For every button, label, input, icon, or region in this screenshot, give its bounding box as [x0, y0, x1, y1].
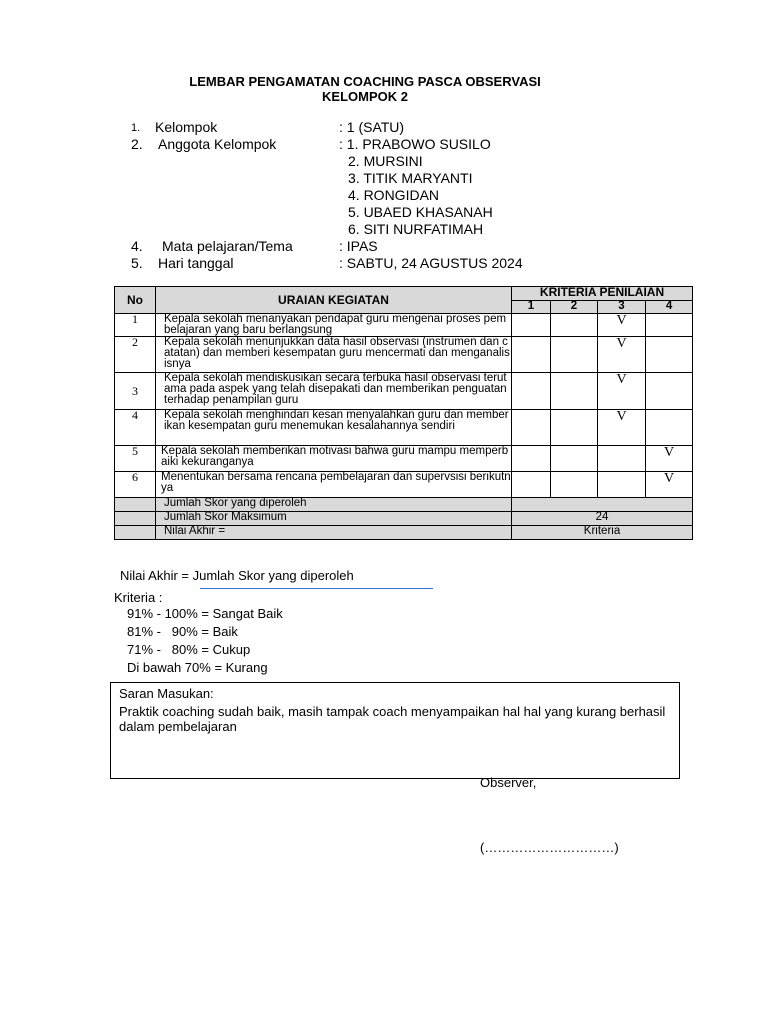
score-cell — [551, 472, 598, 498]
score-cell — [646, 337, 693, 373]
table-row — [115, 337, 693, 373]
anggota-label: Anggota Kelompok — [158, 136, 277, 152]
jumlah-diperoleh-value — [512, 498, 693, 512]
score-cell — [512, 410, 551, 446]
row-number: 1 — [115, 314, 156, 337]
score-cell — [512, 472, 551, 498]
document-subtitle: KELOMPOK 2 — [322, 89, 408, 104]
hari-value: : SABTU, 24 AGUSTUS 2024 — [339, 255, 523, 271]
saran-box — [110, 682, 680, 779]
score-cell: V — [646, 472, 693, 498]
anggota-item: 6. SITI NURFATIMAH — [348, 221, 484, 237]
table-row — [115, 314, 693, 337]
document-title: LEMBAR PENGAMATAN COACHING PASCA OBSERVASI — [189, 74, 541, 89]
summary-row — [115, 512, 693, 526]
row-description: Menentukan bersama rencana pembelajaran dan supervsisi berikutnya — [156, 472, 512, 498]
table-row — [115, 446, 693, 472]
row-description: Kepala sekolah menghindari kesan menyalahkan guru dan memberikan kesempatan guru menemukan kesalahannya sendiri — [156, 410, 512, 446]
table-row — [115, 472, 693, 498]
score-cell: V — [598, 410, 646, 446]
jumlah-maks-value: 24 — [512, 512, 693, 526]
anggota-item: 5. UBAED KHASANAH — [348, 204, 493, 220]
info-number: 5. — [131, 255, 143, 271]
score-cell — [598, 446, 646, 472]
observer-signature: (…………………………) — [480, 840, 619, 855]
saran-label: Saran Masukan: — [119, 686, 214, 701]
info-number: 4. — [131, 238, 143, 254]
score-cell — [512, 446, 551, 472]
score-header: 1 — [512, 301, 551, 314]
score-cell: V — [598, 373, 646, 410]
formula-text: Nilai Akhir = Jumlah Skor yang diperoleh — [120, 568, 354, 583]
score-cell — [646, 314, 693, 337]
score-cell — [598, 472, 646, 498]
score-cell — [551, 410, 598, 446]
evaluation-table — [114, 286, 693, 540]
hari-label: Hari tanggal — [158, 255, 234, 271]
score-cell — [512, 337, 551, 373]
info-number: 1. — [131, 122, 141, 134]
score-cell — [551, 314, 598, 337]
score-cell: V — [598, 337, 646, 373]
jumlah-maks-label: Jumlah Skor Maksimum — [156, 512, 512, 526]
score-header: 3 — [598, 301, 646, 314]
criteria-item: 81% - 90% = Baik — [127, 624, 238, 639]
summary-blank — [115, 512, 156, 526]
column-header-kriteria: KRITERIA PENILAIAN — [512, 287, 693, 301]
anggota-item: 2. MURSINI — [348, 153, 423, 169]
mapel-value: : IPAS — [339, 238, 378, 254]
criteria-label: Kriteria : — [114, 590, 163, 605]
column-header-no: No — [115, 287, 156, 314]
row-number: 4 — [115, 410, 156, 446]
score-cell — [551, 446, 598, 472]
score-cell — [551, 337, 598, 373]
row-description: Kepala sekolah menanyakan pendapat guru mengenai proses pembelajaran yang baru berlangsung — [156, 314, 512, 337]
nilai-akhir-value: Kriteria — [512, 526, 693, 540]
score-header: 4 — [646, 301, 693, 314]
row-description: Kepala sekolah menunjukkan data hasil observasi (instrumen dan catatan) dan memberi kesempatan guru mencermati dan menganalisisnya — [156, 337, 512, 373]
saran-text: Praktik coaching sudah baik, masih tampak coach menyampaikan hal hal yang kurang berhasil dalam pembelajaran — [119, 704, 666, 734]
kelompok-label: Kelompok — [155, 119, 218, 135]
row-number: 2 — [115, 337, 156, 373]
criteria-item: 91% - 100% = Sangat Baik — [127, 606, 283, 621]
row-number: 3 — [115, 373, 156, 410]
score-header: 2 — [551, 301, 598, 314]
summary-blank — [115, 498, 156, 512]
kelompok-value: : 1 (SATU) — [339, 119, 405, 135]
criteria-item: 71% - 80% = Cukup — [127, 642, 251, 657]
score-cell — [646, 373, 693, 410]
summary-blank — [115, 526, 156, 540]
anggota-first: : 1. PRABOWO SUSILO — [339, 136, 491, 152]
row-number: 6 — [115, 472, 156, 498]
anggota-item: 3. TITIK MARYANTI — [348, 170, 473, 186]
score-cell: V — [598, 314, 646, 337]
nilai-akhir-label: Nilai Akhir = — [156, 526, 512, 540]
summary-row — [115, 498, 693, 512]
score-cell — [512, 373, 551, 410]
score-cell — [646, 410, 693, 446]
summary-row — [115, 526, 693, 540]
score-cell: V — [646, 446, 693, 472]
table-row — [115, 410, 693, 446]
observer-label: Observer, — [480, 775, 537, 790]
jumlah-diperoleh-label: Jumlah Skor yang diperoleh — [156, 498, 512, 512]
formula-divider — [200, 588, 433, 589]
info-number: 2. — [131, 136, 143, 152]
score-cell — [512, 314, 551, 337]
row-description: Kepala sekolah mendiskusikan secara terbuka hasil observasi terutama pada aspek yang telah disepakati dan memberikan penguatan terhadap penampilan guru — [156, 373, 512, 410]
score-cell — [551, 373, 598, 410]
row-description: Kepala sekolah memberikan motivasi bahwa guru mampu memperbaiki kekuranganya — [156, 446, 512, 472]
criteria-item: Di bawah 70% = Kurang — [127, 660, 268, 675]
row-number: 5 — [115, 446, 156, 472]
mapel-label: Mata pelajaran/Tema — [162, 238, 293, 254]
column-header-uraian: URAIAN KEGIATAN — [156, 287, 512, 314]
anggota-item: 4. RONGIDAN — [348, 187, 440, 203]
table-row — [115, 373, 693, 410]
